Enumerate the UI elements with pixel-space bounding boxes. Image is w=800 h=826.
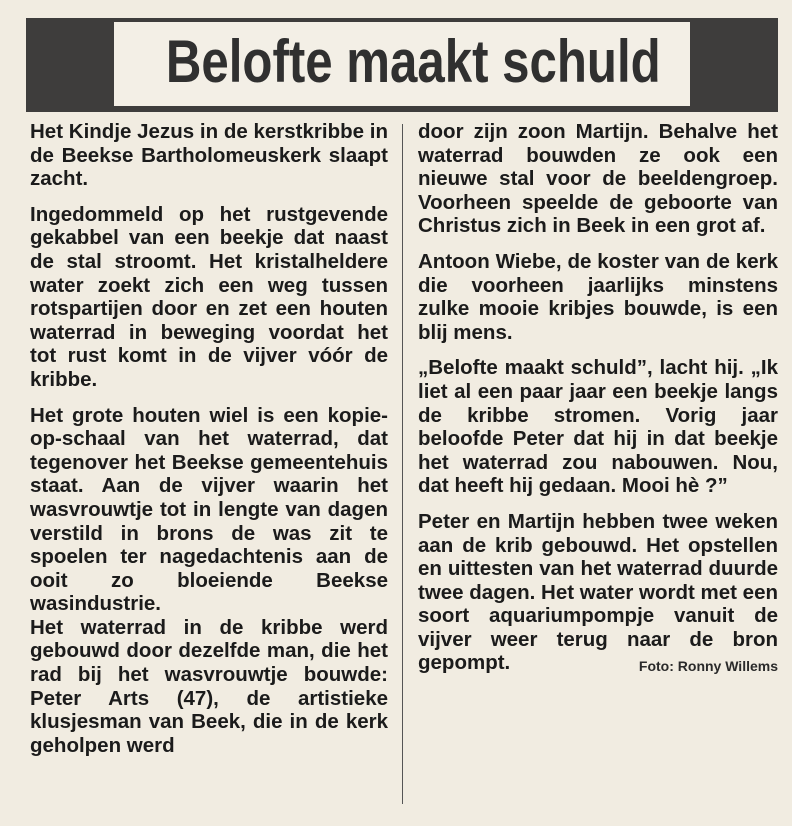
photo-credit: Foto: Ronny Willems	[638, 658, 778, 675]
paragraph: „Belofte maakt schuld”, lacht hij. „Ik liet al een paar jaar een beekje langs de kribbe stromen. Vorig jaar beloofde Peter dat hij in dat beekje het waterrad zou nabouwen. Nou, dat heeft hij gedaan. Mooi hè ?”	[418, 356, 778, 498]
headline: Belofte maakt schuld	[165, 28, 661, 95]
right-column	[418, 120, 778, 679]
paragraph	[418, 510, 778, 675]
paragraph: Het Kindje Jezus in de kerstkribbe in de Beekse Bartholomeuskerk slaapt zacht.	[30, 120, 388, 191]
paragraph: Het grote houten wiel is een kopie-op-schaal van het waterrad, dat tegenover het Beekse gemeentehuis staat. Aan de vijver waarin het wasvrouwtje tot in lengte van dagen verstild in brons de was zit te spoelen ter nagedachtenis aan de ooit zo bloeiende Beekse wasindustrie.	[30, 403, 388, 616]
paragraph: door zijn zoon Martijn. Behalve het waterrad bouwden ze ook een nieuwe stal voor de beeldengroep. Voorheen speelde de geboorte van Christus zich in Beek in een grot af.	[418, 120, 778, 238]
column-divider	[402, 124, 403, 804]
left-column	[30, 120, 388, 769]
paragraph: Ingedommeld op het rustgevende gekabbel van een beekje dat naast de stal stroomt. Het kristalheldere water zoekt zich een weg tussen rotspartijen door en zet een houten waterrad in beweging voordat het tot rust komt in de vijver vóór de kribbe.	[30, 202, 388, 391]
paragraph: Het waterrad in de kribbe werd gebouwd door dezelfde man, die het rad bij het wasvrouwtje bouwde: Peter Arts (47), de artistieke klusjesman van Beek, die in de kerk geholpen werd	[30, 615, 388, 757]
paragraph-text: Peter en Martijn hebben twee weken aan de krib gebouwd. Het opstellen en uittesten van het waterrad duurde twee dagen. Het water wordt met een soort aquariumpompje vanuit de vijver weer terug naar de bron gepompt.	[418, 509, 778, 675]
paragraph: Antoon Wiebe, de koster van de kerk die voorheen jaarlijks minstens zulke mooie kribjes bouwde, is een blij mens.	[418, 249, 778, 344]
